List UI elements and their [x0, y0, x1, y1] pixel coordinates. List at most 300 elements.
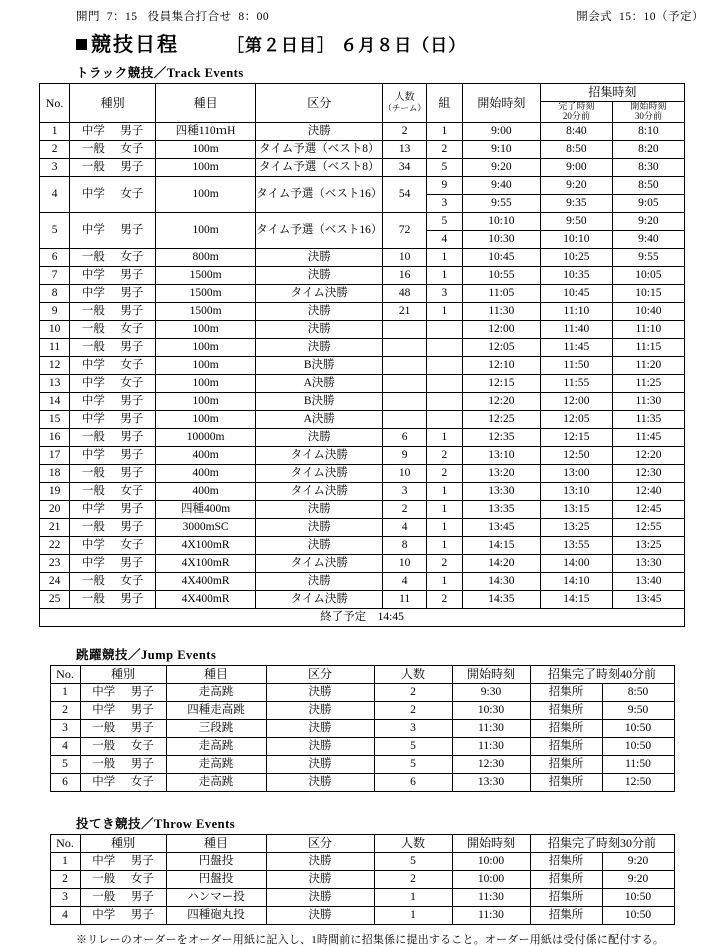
cell-count: [383, 320, 427, 338]
jump-section-label: 跳躍競技／Jump Events: [76, 647, 217, 662]
cell-group: 1: [426, 482, 462, 500]
category-school: 一般: [81, 485, 105, 498]
category-school: 中学: [92, 686, 116, 699]
table-row: [40, 266, 685, 284]
table-row: [40, 446, 685, 464]
cell-start-time: 10:00: [452, 870, 530, 888]
cell-start-time: 13:35: [462, 500, 540, 518]
cell-group: 1: [426, 122, 462, 140]
cell-count: 1: [374, 906, 452, 924]
table-row: [40, 410, 685, 428]
category-school: 一般: [81, 521, 105, 534]
cell-no: 2: [50, 870, 80, 888]
cell-category: [70, 464, 156, 482]
cell-group: 5: [426, 212, 462, 230]
cell-group: 1: [426, 248, 462, 266]
category-school: 中学: [81, 269, 105, 282]
cell-call-end: 12:00: [540, 392, 612, 410]
category-gender: 女子: [130, 873, 154, 886]
cell-call-start: 13:45: [612, 590, 684, 608]
category-school: 一般: [92, 891, 116, 904]
cell-event: 四種走高跳: [166, 701, 266, 719]
cell-category: [70, 482, 156, 500]
cell-call-start: 11:20: [612, 356, 684, 374]
cell-group: 2: [426, 140, 462, 158]
cell-start-time: 11:30: [452, 888, 530, 906]
category-gender: 女子: [120, 359, 144, 372]
category-gender: 男子: [130, 686, 154, 699]
track-table-body: [40, 122, 685, 626]
category-gender: 男子: [120, 503, 144, 516]
th-count: [383, 84, 427, 123]
cell-start-time: 10:55: [462, 266, 540, 284]
category-school: 中学: [81, 377, 105, 390]
table-row: [40, 176, 685, 194]
cell-call-end: 11:45: [540, 338, 612, 356]
cell-start-time: 12:35: [462, 428, 540, 446]
cell-start-time: 11:30: [452, 906, 530, 924]
cell-call-start: 13:40: [612, 572, 684, 590]
cell-call-end: 8:40: [540, 122, 612, 140]
category-school: 一般: [81, 251, 105, 264]
cell-call-end: 13:15: [540, 500, 612, 518]
cell-count: [383, 356, 427, 374]
cell-count: 3: [374, 719, 452, 737]
cell-event: 100m: [156, 176, 256, 212]
category-gender: 男子: [120, 413, 144, 426]
table-row: [40, 320, 685, 338]
category-gender: 男子: [120, 305, 144, 318]
cell-category: [70, 320, 156, 338]
th-jump-count: 人数: [374, 665, 452, 683]
cell-count: 10: [383, 464, 427, 482]
cell-no: 2: [40, 140, 70, 158]
throw-header-row: [50, 834, 674, 852]
cell-event: 四種110ｍH: [156, 122, 256, 140]
cell-call-start: 8:30: [612, 158, 684, 176]
th-throw-category: 種別: [80, 834, 166, 852]
cell-event: 走高跳: [166, 773, 266, 791]
th-no: No.: [40, 84, 70, 123]
cell-category: [70, 140, 156, 158]
cell-call-end: 12:05: [540, 410, 612, 428]
th-jump-event: 種目: [166, 665, 266, 683]
cell-count: 5: [374, 737, 452, 755]
cell-call-start: 12:40: [612, 482, 684, 500]
cell-no: 17: [40, 446, 70, 464]
th-throw-call: 招集完了時刻30分前: [530, 834, 674, 852]
cell-start-time: 13:10: [462, 446, 540, 464]
category-school: 一般: [81, 431, 105, 444]
table-row: [50, 737, 674, 755]
cell-call-time: 10:50: [602, 888, 674, 906]
cell-group: 9: [426, 176, 462, 194]
table-row: [50, 701, 674, 719]
category-school: 中学: [92, 855, 116, 868]
cell-no: 25: [40, 590, 70, 608]
cell-count: 3: [383, 482, 427, 500]
th-jump-no: No.: [50, 665, 80, 683]
th-call-start-main: 開始時刻: [630, 101, 667, 111]
footnote: ※リレーのオーダーをオーダー用紙に記入し、1時間前に招集係に提出すること。オーダー用紙は受付係に配付する。: [76, 933, 665, 946]
cell-start-time: 9:55: [462, 194, 540, 212]
cell-no: 16: [40, 428, 70, 446]
cell-start-time: 13:45: [462, 518, 540, 536]
cell-group: 1: [426, 266, 462, 284]
category-gender: 男子: [120, 269, 144, 282]
cell-call-place: 招集所: [530, 701, 602, 719]
cell-no: 19: [40, 482, 70, 500]
cell-call-place: 招集所: [530, 683, 602, 701]
cell-no: 18: [40, 464, 70, 482]
category-school: 中学: [81, 359, 105, 372]
cell-event: 4X100mR: [156, 554, 256, 572]
cell-call-end: 10:45: [540, 284, 612, 302]
table-row: [40, 392, 685, 410]
cell-event: 円盤投: [166, 870, 266, 888]
cell-call-place: 招集所: [530, 852, 602, 870]
cell-call-end: 14:15: [540, 590, 612, 608]
track-events-table: [39, 83, 685, 627]
cell-no: 8: [40, 284, 70, 302]
th-jump-call: 招集完了時刻40分前: [530, 665, 674, 683]
track-section-label: トラック競技／Track Events: [76, 66, 244, 80]
cell-no: 4: [50, 737, 80, 755]
cell-call-end: 11:50: [540, 356, 612, 374]
cell-start-time: 10:30: [452, 701, 530, 719]
table-row: [40, 428, 685, 446]
cell-start-time: 12:30: [452, 755, 530, 773]
category-gender: 男子: [130, 855, 154, 868]
cell-no: 3: [50, 719, 80, 737]
cell-start-time: 9:00: [462, 122, 540, 140]
th-jump-division: 区分: [266, 665, 374, 683]
cell-start-time: 12:05: [462, 338, 540, 356]
cell-category: [70, 446, 156, 464]
cell-division: 決勝: [266, 719, 374, 737]
cell-call-start: 10:05: [612, 266, 684, 284]
page-title: 競技日程: [91, 34, 179, 56]
th-throw-count: 人数: [374, 834, 452, 852]
cell-start-time: 14:15: [462, 536, 540, 554]
cell-count: 34: [383, 158, 427, 176]
table-row: [50, 852, 674, 870]
cell-event: 4X400mR: [156, 572, 256, 590]
cell-event: ハンマー投: [166, 888, 266, 906]
th-count-main: 人数: [394, 92, 415, 104]
cell-call-time: 12:50: [602, 773, 674, 791]
cell-call-start: 8:10: [612, 122, 684, 140]
table-row: [50, 683, 674, 701]
cell-group: [426, 410, 462, 428]
cell-call-end: 9:35: [540, 194, 612, 212]
cell-call-start: 12:20: [612, 446, 684, 464]
cell-start-time: 12:10: [462, 356, 540, 374]
jump-header-row: [50, 665, 674, 683]
cell-start-time: 9:30: [452, 683, 530, 701]
cell-no: 15: [40, 410, 70, 428]
cell-call-start: 9:55: [612, 248, 684, 266]
cell-call-time: 9:20: [602, 852, 674, 870]
cell-start-time: 12:25: [462, 410, 540, 428]
category-gender: 男子: [120, 395, 144, 408]
table-row: [50, 719, 674, 737]
cell-call-start: 10:15: [612, 284, 684, 302]
cell-call-time: 11:50: [602, 755, 674, 773]
cell-event: 1500m: [156, 302, 256, 320]
cell-no: 12: [40, 356, 70, 374]
cell-count: 5: [374, 852, 452, 870]
cell-count: 5: [374, 755, 452, 773]
cell-category: [80, 719, 166, 737]
cell-count: 2: [383, 122, 427, 140]
cell-group: 5: [426, 158, 462, 176]
table-row: [40, 248, 685, 266]
cell-call-time: 9:50: [602, 701, 674, 719]
throw-table-body: [50, 852, 674, 924]
cell-start-time: 12:15: [462, 374, 540, 392]
cell-call-place: 招集所: [530, 906, 602, 924]
cell-division: 決勝: [256, 338, 383, 356]
cell-no: 2: [50, 701, 80, 719]
table-row: [40, 284, 685, 302]
cell-no: 1: [40, 122, 70, 140]
cell-count: 2: [383, 500, 427, 518]
cell-start-time: 10:00: [452, 852, 530, 870]
cell-division: A決勝: [256, 410, 383, 428]
cell-count: 21: [383, 302, 427, 320]
cell-category: [80, 773, 166, 791]
cell-start-time: 14:20: [462, 554, 540, 572]
cell-no: 23: [40, 554, 70, 572]
category-school: 一般: [81, 467, 105, 480]
cell-category: [70, 302, 156, 320]
cell-count: 48: [383, 284, 427, 302]
th-throw-division: 区分: [266, 834, 374, 852]
cell-division: A決勝: [256, 374, 383, 392]
cell-division: 決勝: [256, 572, 383, 590]
cell-count: 9: [383, 446, 427, 464]
cell-event: 1500m: [156, 284, 256, 302]
cell-call-time: 8:50: [602, 683, 674, 701]
category-gender: 女子: [120, 188, 144, 201]
cell-event: 走高跳: [166, 683, 266, 701]
category-gender: 男子: [130, 909, 154, 922]
cell-category: [80, 906, 166, 924]
cell-count: 2: [374, 683, 452, 701]
category-gender: 女子: [120, 539, 144, 552]
cell-call-end: 11:10: [540, 302, 612, 320]
cell-count: [383, 410, 427, 428]
category-gender: 女子: [120, 323, 144, 336]
cell-event: 100m: [156, 374, 256, 392]
header-info-row: [14, 8, 710, 26]
cell-call-end: 14:10: [540, 572, 612, 590]
category-school: 一般: [81, 143, 105, 156]
cell-no: 11: [40, 338, 70, 356]
cell-group: 2: [426, 464, 462, 482]
cell-call-end: 12:50: [540, 446, 612, 464]
cell-count: 2: [374, 701, 452, 719]
cell-category: [80, 870, 166, 888]
cell-event: 4X100mR: [156, 536, 256, 554]
category-school: 中学: [81, 287, 105, 300]
cell-call-end: 11:40: [540, 320, 612, 338]
cell-event: 100m: [156, 410, 256, 428]
track-end-note-row: [40, 608, 685, 626]
table-row: [40, 212, 685, 230]
cell-count: [383, 392, 427, 410]
cell-count: 13: [383, 140, 427, 158]
cell-group: 3: [426, 284, 462, 302]
th-count-sub: （チーム）: [383, 102, 426, 113]
cell-call-end: 10:35: [540, 266, 612, 284]
cell-count: 11: [383, 590, 427, 608]
category-school: 一般: [92, 873, 116, 886]
cell-category: [80, 755, 166, 773]
cell-category: [70, 392, 156, 410]
cell-count: 4: [383, 572, 427, 590]
cell-category: [70, 338, 156, 356]
cell-no: 3: [40, 158, 70, 176]
category-school: 一般: [81, 161, 105, 174]
track-end-note: 終了予定 14:45: [40, 608, 685, 626]
cell-category: [70, 374, 156, 392]
category-school: 中学: [81, 449, 105, 462]
category-school: 一般: [81, 575, 105, 588]
cell-event: 円盤投: [166, 852, 266, 870]
cell-category: [80, 683, 166, 701]
th-event: 種目: [156, 84, 256, 123]
cell-division: 決勝: [256, 266, 383, 284]
cell-call-start: 8:50: [612, 176, 684, 194]
cell-event: 100m: [156, 212, 256, 248]
cell-start-time: 11:30: [452, 737, 530, 755]
cell-group: [426, 392, 462, 410]
cell-start-time: 10:10: [462, 212, 540, 230]
opening-ceremony-info: 開会式 15：10（予定）: [576, 11, 704, 23]
category-gender: 女子: [130, 740, 154, 753]
cell-category: [80, 701, 166, 719]
category-gender: 女子: [120, 485, 144, 498]
table-row: [50, 870, 674, 888]
table-row: [50, 773, 674, 791]
cell-group: [426, 320, 462, 338]
cell-count: 8: [383, 536, 427, 554]
cell-call-start: 13:25: [612, 536, 684, 554]
table-row: [40, 356, 685, 374]
cell-group: 2: [426, 590, 462, 608]
cell-count: [383, 338, 427, 356]
table-row: [40, 374, 685, 392]
cell-category: [70, 248, 156, 266]
cell-group: 2: [426, 554, 462, 572]
cell-group: 1: [426, 572, 462, 590]
cell-no: 3: [50, 888, 80, 906]
cell-division: タイム予選（ベスト8）: [256, 158, 383, 176]
cell-division: タイム決勝: [256, 482, 383, 500]
cell-call-end: 13:55: [540, 536, 612, 554]
square-bullet-icon: [76, 39, 87, 50]
category-gender: 男子: [130, 704, 154, 717]
cell-call-end: 8:50: [540, 140, 612, 158]
category-school: 中学: [81, 395, 105, 408]
cell-call-place: 招集所: [530, 888, 602, 906]
category-gender: 男子: [120, 341, 144, 354]
category-school: 中学: [92, 704, 116, 717]
cell-event: 100m: [156, 392, 256, 410]
cell-event: 3000mSC: [156, 518, 256, 536]
category-school: 一般: [92, 740, 116, 753]
cell-start-time: 13:30: [452, 773, 530, 791]
cell-call-end: 9:50: [540, 212, 612, 230]
cell-start-time: 14:35: [462, 590, 540, 608]
cell-call-place: 招集所: [530, 773, 602, 791]
th-call-start-sub: 30分前: [634, 110, 662, 121]
cell-no: 7: [40, 266, 70, 284]
cell-event: 100m: [156, 158, 256, 176]
category-gender: 男子: [120, 557, 144, 570]
cell-category: [70, 428, 156, 446]
cell-start-time: 12:20: [462, 392, 540, 410]
cell-no: 20: [40, 500, 70, 518]
category-school: 中学: [81, 557, 105, 570]
cell-call-start: 9:40: [612, 230, 684, 248]
cell-event: 100m: [156, 338, 256, 356]
cell-group: 1: [426, 428, 462, 446]
cell-call-start: 8:20: [612, 140, 684, 158]
category-school: 一般: [81, 323, 105, 336]
cell-division: 決勝: [266, 852, 374, 870]
cell-division: 決勝: [256, 320, 383, 338]
cell-division: 決勝: [256, 428, 383, 446]
cell-count: 10: [383, 248, 427, 266]
category-school: 中学: [81, 539, 105, 552]
cell-division: 決勝: [256, 302, 383, 320]
cell-event: 400m: [156, 446, 256, 464]
cell-category: [80, 888, 166, 906]
cell-division: 決勝: [266, 737, 374, 755]
cell-category: [70, 590, 156, 608]
cell-call-start: 10:40: [612, 302, 684, 320]
cell-call-start: 12:45: [612, 500, 684, 518]
cell-no: 24: [40, 572, 70, 590]
jump-table-body: [50, 683, 674, 791]
cell-call-end: 10:25: [540, 248, 612, 266]
cell-call-end: 11:55: [540, 374, 612, 392]
cell-count: 2: [374, 870, 452, 888]
cell-call-start: 11:35: [612, 410, 684, 428]
cell-call-end: 9:20: [540, 176, 612, 194]
cell-division: 決勝: [266, 701, 374, 719]
category-gender: 女子: [120, 377, 144, 390]
cell-event: 走高跳: [166, 755, 266, 773]
th-call-time: 招集時刻: [540, 84, 684, 102]
category-gender: 女子: [120, 575, 144, 588]
table-row: [50, 755, 674, 773]
cell-division: B決勝: [256, 356, 383, 374]
category-school: 一般: [92, 722, 116, 735]
cell-count: [383, 374, 427, 392]
cell-category: [80, 852, 166, 870]
cell-count: 16: [383, 266, 427, 284]
jump-events-table: [50, 665, 675, 792]
cell-category: [70, 518, 156, 536]
cell-start-time: 11:30: [452, 719, 530, 737]
cell-call-place: 招集所: [530, 755, 602, 773]
cell-group: 4: [426, 230, 462, 248]
category-gender: 男子: [120, 125, 144, 138]
